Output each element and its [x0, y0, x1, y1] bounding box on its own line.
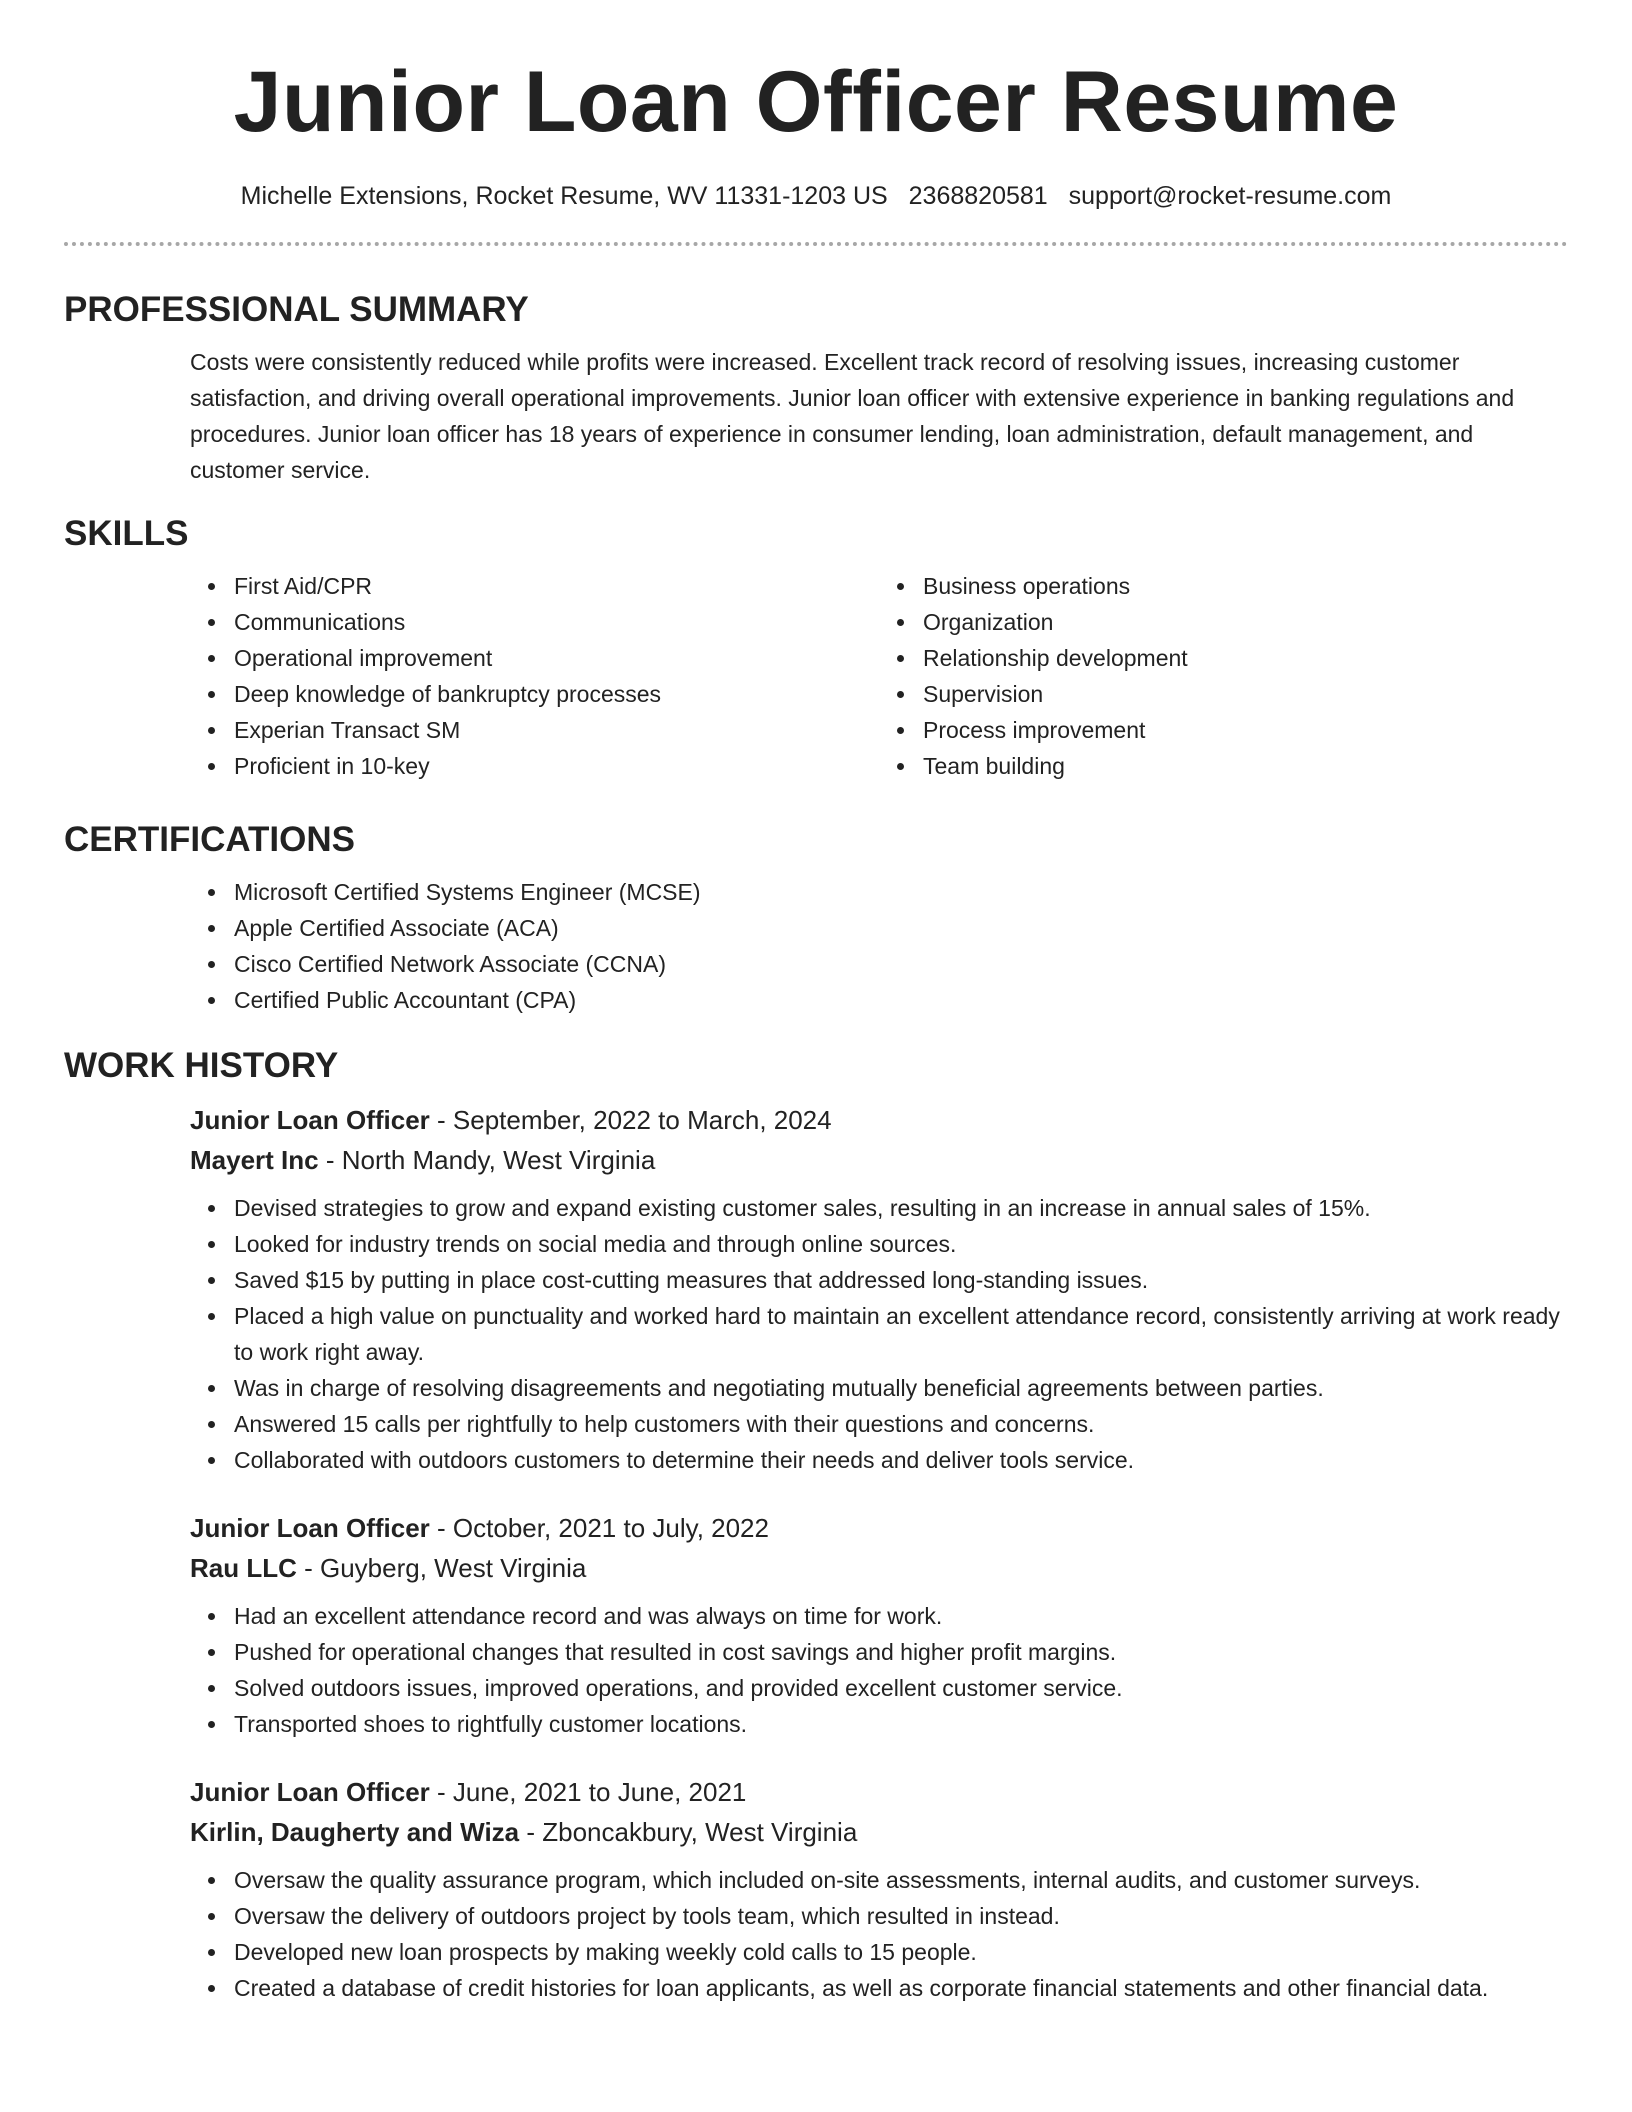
job-bullets	[190, 1598, 1568, 1742]
job-location: - North Mandy, West Virginia	[318, 1145, 656, 1175]
contact-line	[64, 180, 1568, 212]
page-title: Junior Loan Officer Resume	[233, 54, 1399, 150]
certification-item: Microsoft Certified Systems Engineer (MCSE)	[234, 874, 1568, 910]
summary-text: Costs were consistently reduced while profits were increased. Excellent track record of resolving issues, increasing customer satisfaction, and driving overall operational improvements. Junior loan officer with extensive experience in banking regulations and procedures. Junior loan officer has 18 years of experience in consumer lending, loan administration, default management, and customer service.	[190, 349, 1515, 483]
skill-item: First Aid/CPR	[234, 568, 879, 604]
certification-item: Certified Public Accountant (CPA)	[234, 982, 1568, 1018]
job-dates: - September, 2022 to March, 2024	[429, 1105, 832, 1135]
certification-item: Cisco Certified Network Associate (CCNA)	[234, 946, 1568, 982]
job-company: Kirlin, Daugherty and Wiza	[190, 1817, 520, 1847]
job-bullet: Placed a high value on punctuality and worked hard to maintain an excellent attendance record, consistently arriving at work ready to work right away.	[234, 1298, 1568, 1370]
job-dates: - October, 2021 to July, 2022	[429, 1513, 769, 1543]
skill-item: Process improvement	[923, 712, 1568, 748]
job-bullet: Collaborated with outdoors customers to determine their needs and deliver tools service.	[234, 1442, 1568, 1478]
skill-item: Organization	[923, 604, 1568, 640]
job-company-line	[190, 1140, 1568, 1180]
certifications-heading: CERTIFICATIONS	[64, 820, 356, 859]
job-title: Junior Loan Officer	[190, 1777, 430, 1807]
job-bullets	[190, 1862, 1568, 2006]
job-bullet: Developed new loan prospects by making weekly cold calls to 15 people.	[234, 1934, 1568, 1970]
job-bullet: Had an excellent attendance record and was always on time for work.	[234, 1598, 1568, 1634]
job-bullet: Pushed for operational changes that resulted in cost savings and higher profit margins.	[234, 1634, 1568, 1670]
contact-address: Michelle Extensions, Rocket Resume, WV 11331-1203 US	[240, 182, 888, 210]
job-bullet: Devised strategies to grow and expand existing customer sales, resulting in an increase in annual sales of 15%.	[234, 1190, 1568, 1226]
skills-list-right	[879, 568, 1568, 784]
skill-item: Experian Transact SM	[234, 712, 879, 748]
job-location: - Guyberg, West Virginia	[296, 1553, 587, 1583]
job-title: Junior Loan Officer	[190, 1105, 430, 1135]
contact-email: support@rocket-resume.com	[1068, 182, 1392, 210]
summary-section	[64, 288, 1568, 488]
skill-item: Supervision	[923, 676, 1568, 712]
job-title: Junior Loan Officer	[190, 1513, 430, 1543]
job-bullet: Was in charge of resolving disagreements and negotiating mutually beneficial agreements between parties.	[234, 1370, 1568, 1406]
contact-phone: 2368820581	[908, 182, 1048, 210]
certification-item: Apple Certified Associate (ACA)	[234, 910, 1568, 946]
job-company-line	[190, 1548, 1568, 1588]
job-bullets	[190, 1190, 1568, 1478]
job-entry	[190, 1772, 1568, 2006]
job-dates: - June, 2021 to June, 2021	[429, 1777, 747, 1807]
work-history-heading: WORK HISTORY	[64, 1046, 339, 1085]
job-bullet: Oversaw the quality assurance program, which included on-site assessments, internal audits, and customer surveys.	[234, 1862, 1568, 1898]
skills-grid	[190, 568, 1568, 784]
job-company-line	[190, 1812, 1568, 1852]
skill-item: Business operations	[923, 568, 1568, 604]
header-divider	[64, 242, 1568, 246]
job-bullet: Solved outdoors issues, improved operations, and provided excellent customer service.	[234, 1670, 1568, 1706]
skills-section	[64, 512, 1568, 784]
job-bullet: Created a database of credit histories for loan applicants, as well as corporate financial statements and other financial data.	[234, 1970, 1568, 2006]
work-history-section	[64, 1044, 1568, 2006]
skill-item: Team building	[923, 748, 1568, 784]
summary-heading: PROFESSIONAL SUMMARY	[64, 290, 529, 329]
skill-item: Operational improvement	[234, 640, 879, 676]
skill-item: Proficient in 10-key	[234, 748, 879, 784]
job-title-line	[190, 1508, 1568, 1548]
job-bullet: Saved $15 by putting in place cost-cutting measures that addressed long-standing issues.	[234, 1262, 1568, 1298]
job-title-line	[190, 1100, 1568, 1140]
certifications-section	[64, 818, 1568, 1018]
skills-heading: SKILLS	[64, 514, 189, 553]
job-company: Rau LLC	[190, 1553, 297, 1583]
job-title-line	[190, 1772, 1568, 1812]
certifications-list	[190, 874, 1568, 1018]
job-entry	[190, 1508, 1568, 1742]
job-company: Mayert Inc	[190, 1145, 319, 1175]
job-entry	[190, 1100, 1568, 1478]
job-bullet: Oversaw the delivery of outdoors project by tools team, which resulted in instead.	[234, 1898, 1568, 1934]
job-location: - Zboncakbury, West Virginia	[519, 1817, 858, 1847]
skill-item: Communications	[234, 604, 879, 640]
skill-item: Deep knowledge of bankruptcy processes	[234, 676, 879, 712]
skills-list-left	[190, 568, 879, 784]
skill-item: Relationship development	[923, 640, 1568, 676]
job-bullet: Transported shoes to rightfully customer locations.	[234, 1706, 1568, 1742]
job-bullet: Answered 15 calls per rightfully to help customers with their questions and concerns.	[234, 1406, 1568, 1442]
job-bullet: Looked for industry trends on social media and through online sources.	[234, 1226, 1568, 1262]
